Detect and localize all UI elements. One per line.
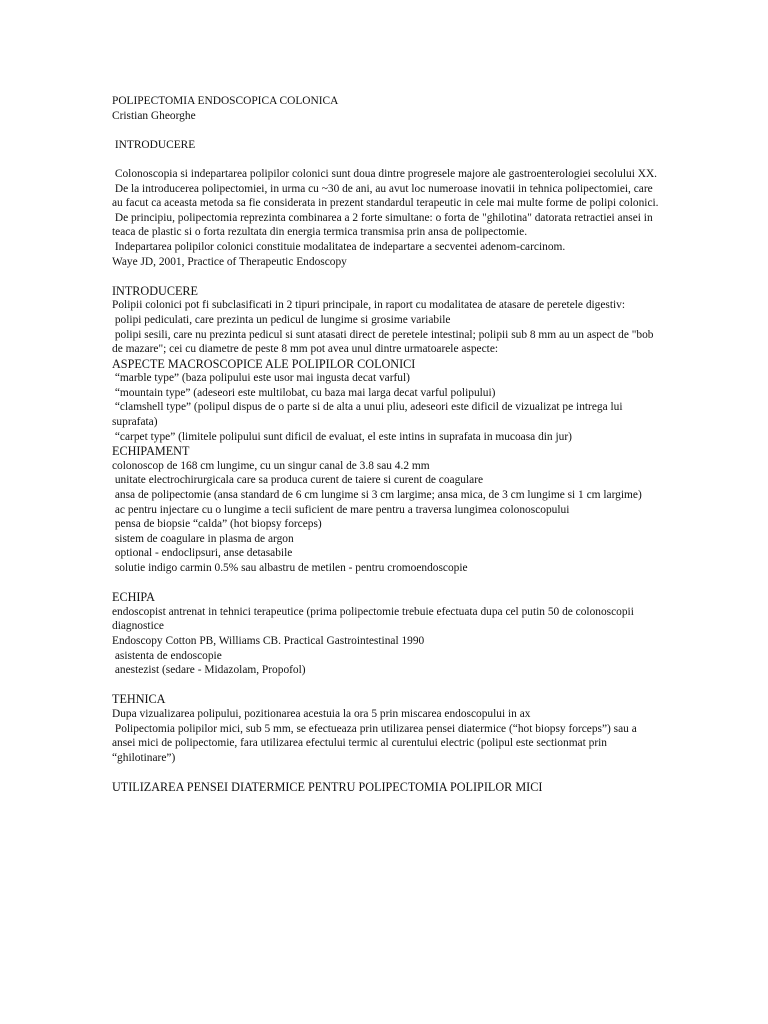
list-item: polipi sesili, care nu prezinta pedicul si sunt atasati direct de peretele intestinal; polipii sub 8 mm au un aspect de "bob de mazare"; cei cu diametre de peste 8 mm pot avea unul dintre urmatoarele aspecte:: [112, 328, 657, 356]
spacer: [112, 576, 660, 591]
list-item: endoscopist antrenat in tehnici terapeutice (prima polipectomie trebuie efectuata dupa cel putin 50 de colonoscopii diagnostice: [112, 605, 634, 633]
spacer: [112, 152, 660, 167]
team-reference: Endoscopy Cotton PB, Williams CB. Practical Gastrointestinal 1990: [112, 634, 425, 647]
list-item: anestezist (sedare - Midazolam, Propofol): [112, 664, 306, 677]
list-item: “clamshell type” (polipul dispus de o parte si de alta a unui pliu, adeseori este dificil de vizualizat pe intrega lui suprafata): [112, 401, 626, 429]
intro-paragraph-3: De principiu, polipectomia reprezinta combinarea a 2 forte simultane: o forta de "ghilotina" datorata retractiei ansei in teaca de plastic si o forta rezultata din energia termica transmisa prin ansa de polipectomie.: [112, 211, 656, 239]
intro-paragraph-1: Colonoscopia si indepartarea polipilor colonici sunt doua dintre progresele majore ale gastroenterologiei secolului XX.: [112, 167, 658, 180]
list-item: “carpet type” (limitele polipului sunt dificil de evaluat, el este intins in suprafata in mucoasa din jur): [112, 430, 572, 443]
list-item: solutie indigo carmin 0.5% sau albastru de metilen - pentru cromoendoscopie: [112, 562, 468, 574]
section-heading-echipa: ECHIPA: [112, 590, 155, 605]
spacer: [112, 765, 660, 780]
section-heading-aspecte: ASPECTE MACROSCOPICE ALE POLIPILOR COLONICI: [112, 356, 416, 371]
section-heading-tehnica: TEHNICA: [112, 692, 166, 707]
document-author: Cristian Gheorghe: [112, 109, 196, 122]
intro-reference: Waye JD, 2001, Practice of Therapeutic Endoscopy: [112, 255, 347, 268]
list-item: pensa de biopsie “calda” (hot biopsy forceps): [112, 518, 322, 531]
spacer: [112, 123, 660, 138]
intro-paragraph-2: De la introducerea polipectomiei, in urma cu ~30 de ani, au avut loc numeroase inovatii in tehnica polipectomiei, care au facut ca aceasta metoda sa fie considerata in prezent standardul terapeutic in cele mai multe forme de polipi colonici.: [112, 182, 659, 210]
list-item: polipi pediculati, care prezinta un pedicul de lungime si grosime variabile: [112, 313, 451, 326]
list-item: “mountain type” (adeseori este multilobat, cu baza mai larga decat varful polipului): [112, 386, 496, 399]
classification-paragraph: Polipii colonici pot fi subclasificati in 2 tipuri principale, in raport cu modalitatea de atasare de peretele digestiv:: [112, 299, 626, 312]
technique-paragraph-2: Polipectomia polipilor mici, sub 5 mm, se efectueaza prin utilizarea pensei diatermice (“hot biopsy forceps”) sau a ansei mici de polipectomie, fara utilizarea efectului termic al curentului electric (polipul este sectionmat prin “ghilotinare”): [112, 722, 640, 764]
document-title: POLIPECTOMIA ENDOSCOPICA COLONICA: [112, 95, 339, 107]
list-item: optional - endoclipsuri, anse detasabile: [112, 547, 293, 560]
list-item: asistenta de endoscopie: [112, 649, 222, 662]
section-heading-pensa-diatermica: UTILIZAREA PENSEI DIATERMICE PENTRU POLIPECTOMIA POLIPILOR MICI: [112, 779, 543, 794]
list-item: unitate electrochirurgicala care sa produca curent de taiere si curent de coagulare: [112, 474, 484, 487]
intro-paragraph-4: Indepartarea polipilor colonici constituie modalitatea de indepartare a secventei adenom-carcinom.: [112, 240, 566, 253]
list-item: ansa de polipectomie (ansa standard de 6 cm lungime si 3 cm largime; ansa mica, de 3 cm lungime si 1 cm largime): [112, 489, 642, 502]
list-item: ac pentru injectare cu o lungime a tecii suficient de mare pentru a traversa lungimea colonoscopului: [112, 503, 570, 516]
spacer: [112, 678, 660, 693]
section-heading-introducere-1: INTRODUCERE: [112, 138, 196, 151]
list-item: “marble type” (baza polipului este usor mai ingusta decat varful): [112, 372, 410, 385]
document-page: [112, 94, 660, 795]
spacer: [112, 269, 660, 284]
list-item: colonoscop de 168 cm lungime, cu un singur canal de 3.8 sau 4.2 mm: [112, 459, 430, 472]
section-heading-echipament: ECHIPAMENT: [112, 444, 190, 459]
section-heading-introducere-2: INTRODUCERE: [112, 283, 198, 298]
list-item: sistem de coagulare in plasma de argon: [112, 532, 294, 545]
technique-paragraph-1: Dupa vizualizarea polipului, pozitionarea acestuia la ora 5 prin miscarea endoscopului in ax: [112, 707, 531, 720]
